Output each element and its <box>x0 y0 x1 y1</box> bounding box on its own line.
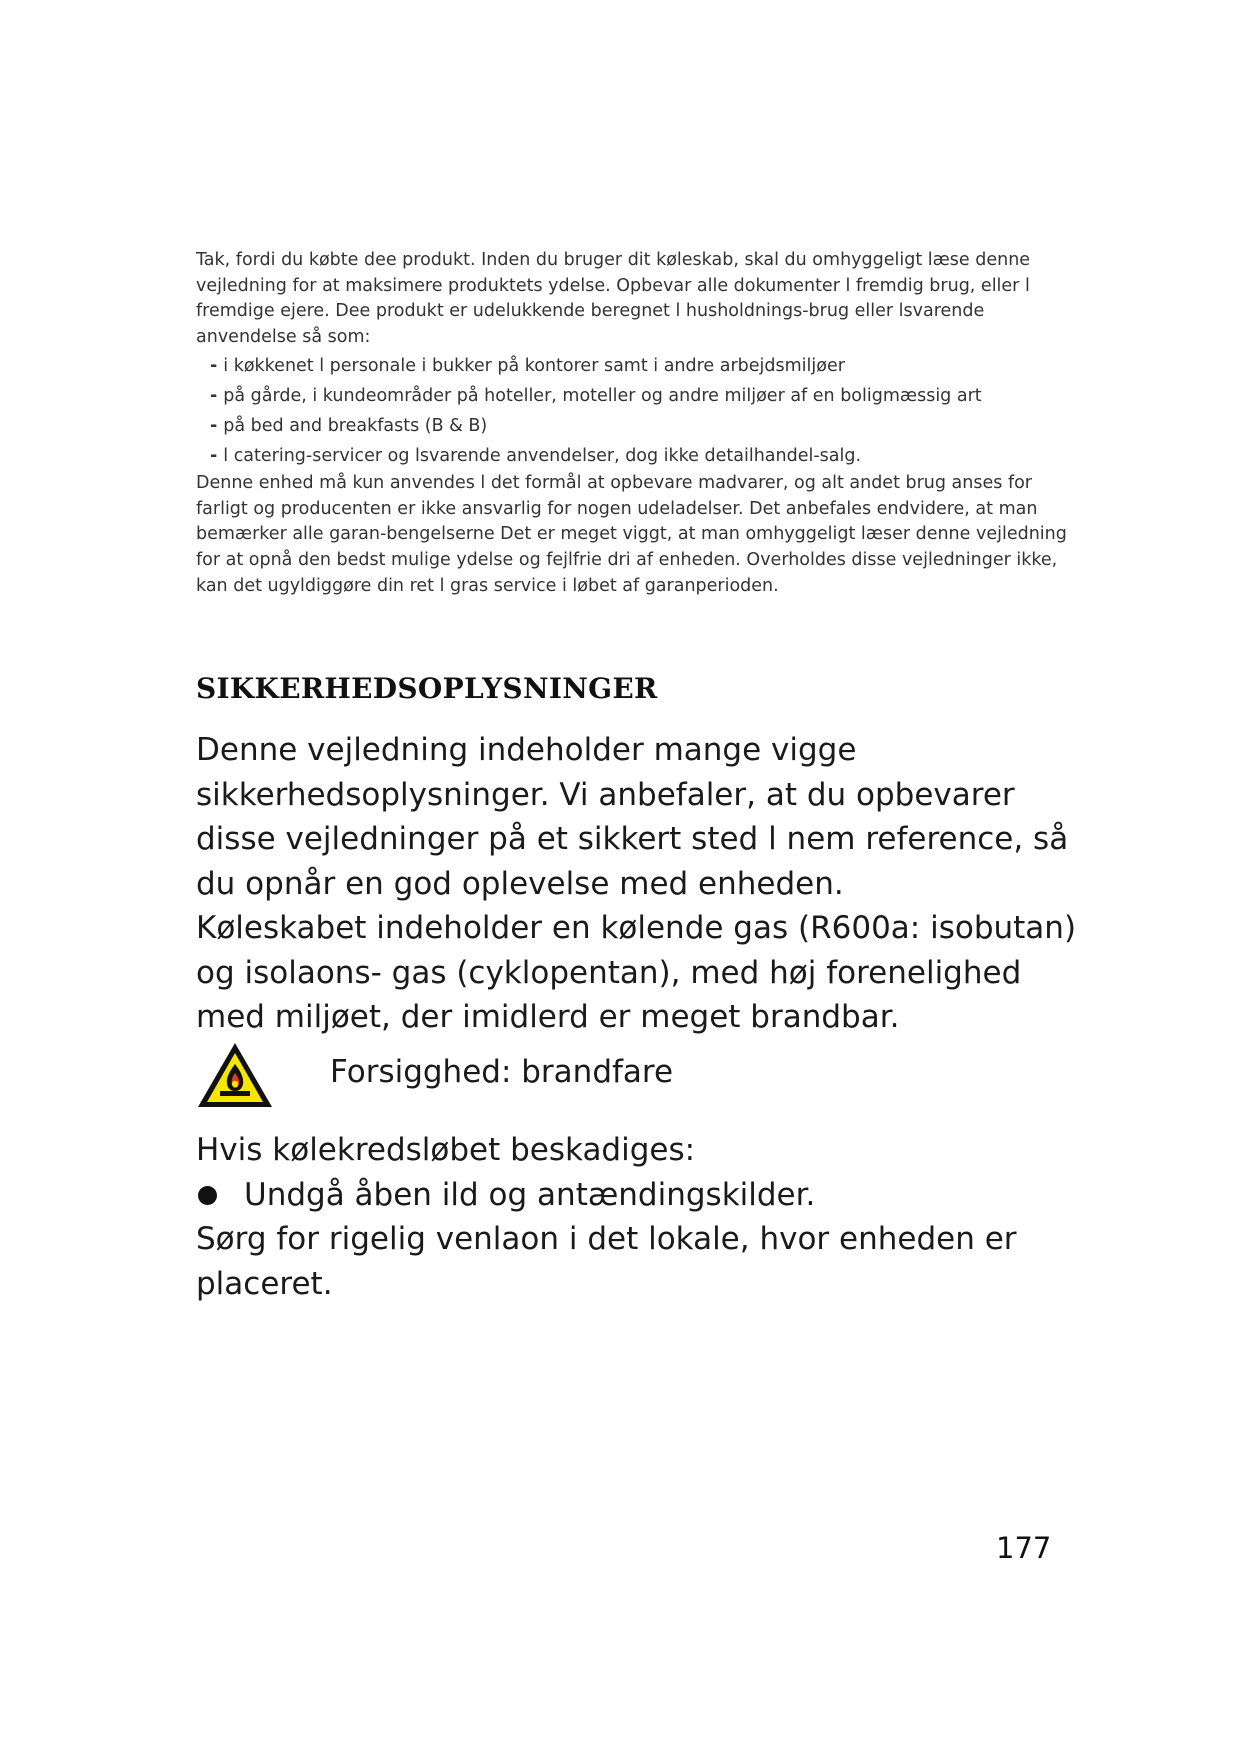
dash-icon: - <box>210 355 218 376</box>
damage-note: Sørg for rigelig venlaon i det lokale, hvor enheden er placeret. <box>196 1221 1017 1302</box>
section-heading: SIKKERHEDSOPLYSNINGER <box>196 672 658 705</box>
intro-paragraph-1: Tak, fordi du købte dee produkt. Inden du bruger dit køleskab, skal du omhyggeligt læse denne vejledning for at maksimere produktets ydelse. Opbevar alle dokumenter l fremdig brug, eller l fremdige ejere. Dee produkt er udelukkende beregnet l husholdnings-brug eller lsvarende anvendelse så som: <box>196 250 1031 348</box>
fire-warning <box>196 1040 896 1114</box>
bullet-icon <box>198 1186 217 1205</box>
safety-paragraph-1: Denne vejledning indeholder mange vigge sikkerhedsoplysninger. Vi anbefaler, at du opbevarer disse vejledninger på et sikkert sted l nem reference, så du opnår en god oplevelse med enheden. <box>196 732 1069 902</box>
damage-section <box>196 1128 1096 1306</box>
list-item <box>210 381 1076 411</box>
page-number: 177 <box>996 1531 1052 1565</box>
list-item-text: på gårde, i kundeområder på hoteller, moteller og andre miljøer af en boligmæssig art <box>223 385 982 406</box>
dash-icon: - <box>210 385 218 406</box>
list-item <box>210 441 1076 471</box>
intro-section <box>196 248 1076 599</box>
list-item-text: i køkkenet l personale i bukker på kontorer samt i andre arbejdsmiljøer <box>223 355 845 376</box>
flammable-warning-icon <box>196 1040 274 1110</box>
intro-paragraph-2: Denne enhed må kun anvendes l det formål at opbevare madvarer, og alt andet brug anses for farligt og producenten er ikke ansvarlig for nogen udeladelser. Det anbefales endvidere, at man bemærker alle garan-bengelserne Det er meget viggt, at man omhyggeligt læser denne vejledning for at opnå den bedst mulige ydelse og fejlfrie dri af enheden. Overholdes disse vejledninger ikke, kan det ugyldiggøre din ret l gras service i løbet af garanperioden. <box>196 472 1067 596</box>
list-item-text: l catering-servicer og lsvarende anvendelser, dog ikke detailhandel-salg. <box>223 445 862 466</box>
damage-bullet-text: Undgå åben ild og antændingskilder. <box>244 1176 816 1213</box>
dash-icon: - <box>210 445 218 466</box>
list-item-text: på bed and breakfasts (B & B) <box>223 415 488 436</box>
damage-intro: Hvis kølekredsløbet beskadiges: <box>196 1132 696 1168</box>
list-item <box>210 351 1076 381</box>
safety-paragraph-2: Køleskabet indeholder en kølende gas (R600a: isobutan) og isolaons- gas (cyklopentan), med høj forenelighed med miljøet, der imidlerd er meget brandbar. <box>196 910 1077 1035</box>
damage-bullet <box>196 1173 1096 1218</box>
dash-icon: - <box>210 415 218 436</box>
safety-body <box>196 728 1096 1040</box>
warning-label: Forsigghed: brandfare <box>330 1054 674 1090</box>
list-item <box>210 411 1076 441</box>
usage-list <box>196 351 1076 471</box>
